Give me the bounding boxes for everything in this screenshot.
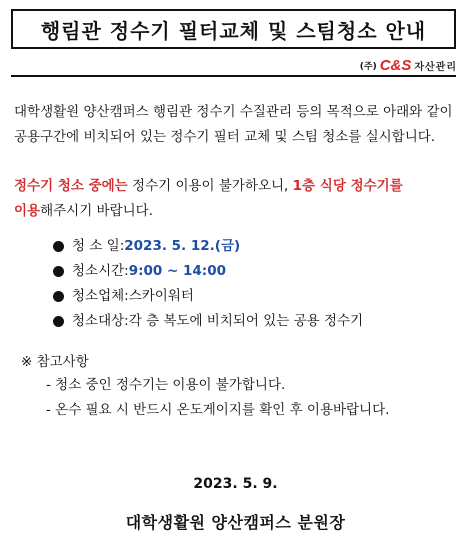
detail-label: 청소업체: — [72, 288, 129, 304]
bullet-icon — [53, 291, 64, 302]
detail-label: 청소대상: — [72, 313, 129, 329]
logo-prefix: (주) — [359, 62, 377, 72]
notice-red-1: 정수기 청소 중에는 — [14, 178, 128, 194]
logo-brand: C&S — [379, 57, 412, 74]
notice-title: 행림관 정수기 필터교체 및 스팀청소 안내 — [40, 18, 427, 43]
notice-red-2: 1층 식당 정수기를 이용 — [14, 178, 403, 219]
detail-label: 청소시간: — [72, 263, 129, 279]
detail-label: 청 소 일: — [72, 238, 125, 254]
notice-mid: 정수기 이용이 불가하오니, — [127, 178, 293, 194]
detail-item-time — [53, 259, 363, 284]
detail-value: 9:00 ~ 14:00 — [128, 263, 226, 279]
detail-value: 각 층 복도에 비치되어 있는 공용 정수기 — [128, 313, 364, 329]
detail-value: 2023. 5. 12.(금) — [124, 238, 241, 254]
notice-end: 해주시기 바랍니다. — [40, 203, 154, 219]
header-divider — [11, 75, 456, 77]
reference-item: - 온수 필요 시 반드시 온도게이지를 확인 후 이용바랍니다. — [46, 402, 390, 418]
detail-item-company — [53, 284, 363, 309]
reference-item: - 청소 중인 정수기는 이용이 불가합니다. — [46, 377, 286, 393]
notice-date: 2023. 5. 9. — [193, 476, 278, 492]
detail-list — [53, 234, 363, 334]
intro-paragraph: 대학생활원 양산캠퍼스 행림관 정수기 수질관리 등의 목적으로 아래와 같이 공용구간에 비치되어 있는 정수기 필터 교체 및 스팀 청소를 실시합니다. — [14, 104, 453, 145]
bullet-icon — [53, 266, 64, 277]
usage-notice — [14, 174, 464, 224]
signature: 대학생활원 양산캠퍼스 분원장 — [125, 513, 346, 532]
detail-item-date — [53, 234, 363, 259]
detail-item-target — [53, 309, 363, 334]
bullet-icon — [53, 241, 64, 252]
detail-value: 스카이워터 — [128, 288, 194, 304]
logo-suffix: 자산관리 — [414, 62, 457, 73]
reference-heading: ※ 참고사항 — [21, 354, 89, 370]
reference-list — [46, 373, 389, 423]
notice-title-box — [11, 9, 456, 49]
company-logo — [360, 57, 457, 74]
bullet-icon — [53, 316, 64, 327]
